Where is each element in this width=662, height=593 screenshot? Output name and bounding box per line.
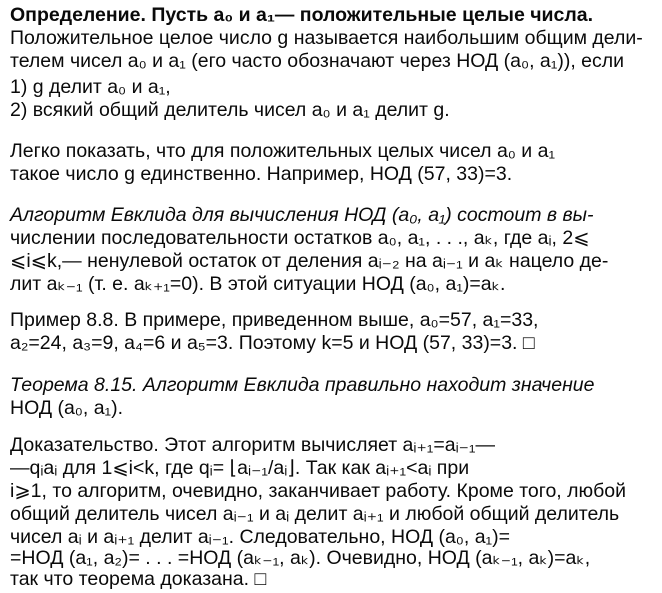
proof-line-7: так что теорема доказана. □ — [10, 568, 267, 590]
uniqueness-line-1: Легко показать, что для положительных целых чисел a₀ и a₁ — [10, 139, 556, 162]
example-line-2: a₂=24, a₃=9, a₄=6 и a₅=3. Поэтому k=5 и НОД (57, 33)=3. □ — [10, 332, 535, 355]
theorem-line-2: НОД (a₀, a₁). — [10, 396, 124, 419]
definition-line-3: телем чисел a₀ и a₁ (его часто обозначают через НОД (a₀, a₁)), если — [10, 49, 625, 72]
uniqueness-line-2: такое число g единственно. Например, НОД (57, 33)=3. — [10, 162, 513, 185]
algorithm-line-1: Алгоритм Евклида для вычисления НОД (a₀, a₁) состоит в вы- — [10, 204, 594, 227]
proof-line-6: =НОД (a₁, a₂)= . . . =НОД (aₖ₋₁, aₖ). Очевидно, НОД (aₖ₋₁, aₖ)=aₖ, — [10, 546, 591, 569]
algorithm-line-2: числении последовательности остатков a₀, a₁, . . ., aₖ, где aᵢ, 2⩽ — [10, 227, 590, 250]
definition-line-2: Положительное целое число g называется наибольшим общим дели- — [10, 26, 643, 49]
definition-condition-2: 2) всякий общий делитель чисел a₀ и a₁ делит g. — [10, 98, 450, 121]
algorithm-line-3: ⩽i⩽k,— ненулевой остаток от деления aᵢ₋₂ на aᵢ₋₁ и aₖ нацело де- — [10, 250, 609, 273]
theorem-line-1: Теорема 8.15. Алгоритм Евклида правильно находит значение — [10, 373, 595, 396]
definition-condition-1: 1) g делит a₀ и a₁, — [10, 75, 171, 98]
definition-line-1: Определение. Пусть a₀ и a₁— положительные целые числа. — [10, 3, 594, 26]
proof-line-1: Доказательство. Этот алгоритм вычисляет aᵢ₊₁=aᵢ₋₁— — [10, 433, 496, 456]
proof-line-5: чисел aᵢ и aᵢ₊₁ делит aᵢ₋₁. Следовательно, НОД (a₀, a₁)= — [10, 525, 511, 548]
algorithm-line-4: лит aₖ₋₁ (т. е. aₖ₊₁=0). В этой ситуации НОД (a₀, a₁)=aₖ. — [10, 273, 506, 295]
proof-line-4: общий делитель чисел aᵢ₋₁ и aᵢ делит aᵢ₊₁ и любой общий делитель — [10, 502, 620, 525]
example-line-1: Пример 8.8. В примере, приведенном выше, a₀=57, a₁=33, — [10, 309, 539, 332]
proof-line-2: —qᵢaᵢ для 1⩽i<k, где qᵢ= ⌊aᵢ₋₁/aᵢ⌋. Так как aᵢ₊₁<aᵢ при — [10, 456, 470, 479]
proof-line-3: i⩾1, то алгоритм, очевидно, заканчивает работу. Кроме того, любой — [10, 479, 627, 502]
